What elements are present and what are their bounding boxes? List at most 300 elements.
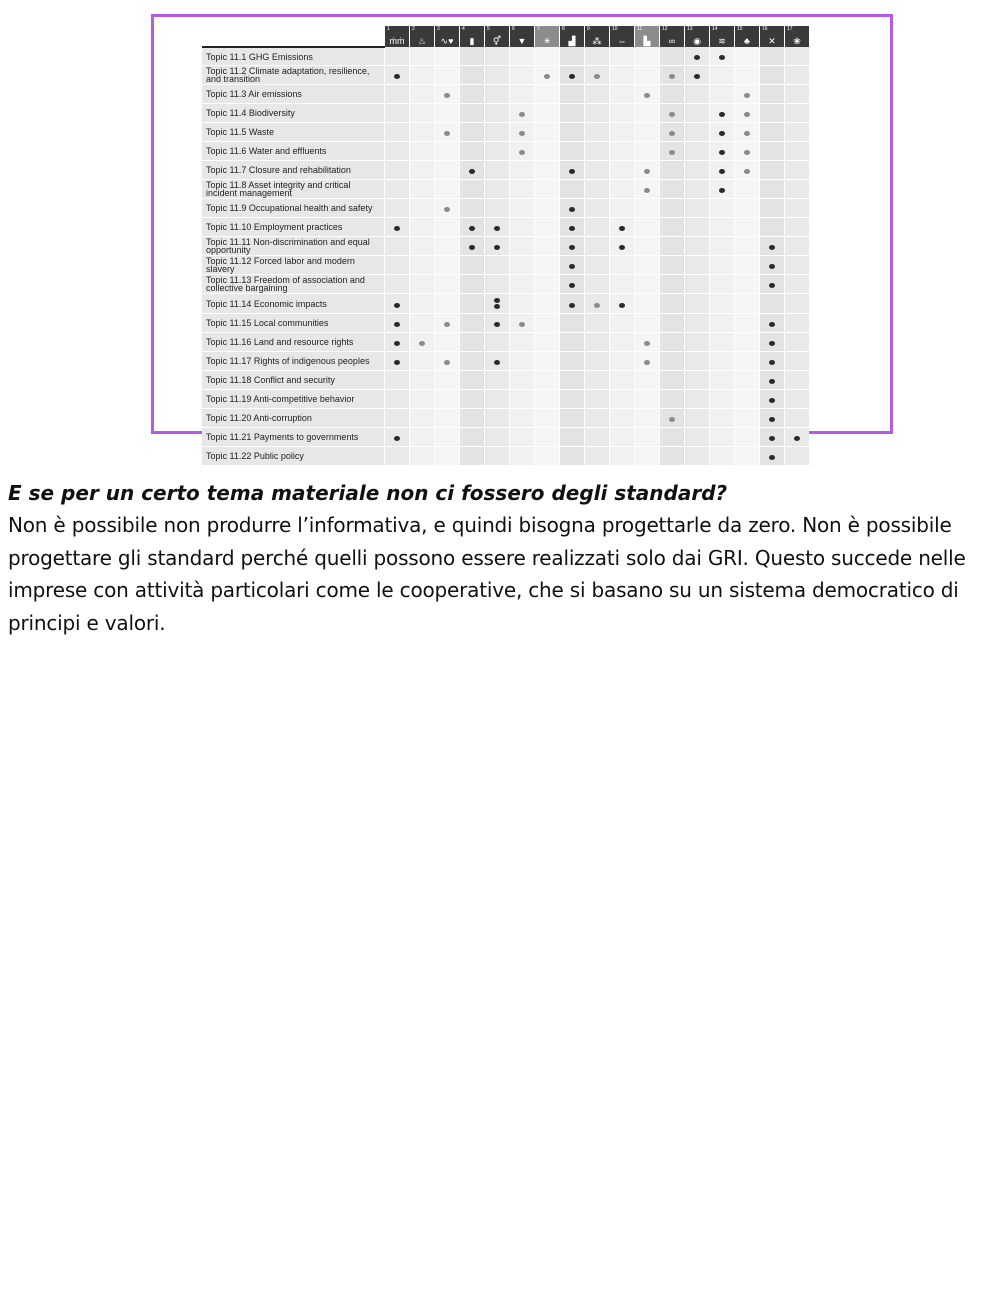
table-cell <box>735 47 760 66</box>
infinity-icon: ∞ <box>668 36 676 46</box>
table-cell <box>460 371 485 390</box>
sdg-number: 10 <box>612 26 618 32</box>
table-cell <box>435 237 460 256</box>
table-cell <box>585 371 610 390</box>
relevance-dot <box>444 93 450 98</box>
table-cell <box>385 371 410 390</box>
relevance-dot <box>619 303 625 308</box>
table-cell <box>460 47 485 66</box>
table-cell <box>760 447 785 466</box>
table-cell <box>435 371 460 390</box>
table-row <box>202 199 809 218</box>
sdg-11-header <box>635 26 660 47</box>
relevance-dot <box>519 150 525 155</box>
table-cell <box>785 256 810 275</box>
table-cell <box>460 104 485 123</box>
table-cell <box>560 371 585 390</box>
table-cell <box>510 180 535 199</box>
table-cell <box>485 333 510 352</box>
table-cell <box>735 237 760 256</box>
table-cell <box>685 180 710 199</box>
table-cell <box>560 352 585 371</box>
topic-rows <box>202 47 809 466</box>
topic-label: Topic 11.12 Forced labor and modern slavery <box>202 256 385 275</box>
equality-icon: ⇔ <box>617 36 627 46</box>
relevance-dot <box>494 360 500 365</box>
topic-label: Topic 11.6 Water and effluents <box>202 142 385 161</box>
topic-label: Topic 11.7 Closure and rehabilitation <box>202 161 385 180</box>
table-cell <box>385 218 410 237</box>
relevance-dot <box>469 245 475 250</box>
relevance-dot <box>644 169 650 174</box>
table-cell <box>785 47 810 66</box>
table-cell <box>385 390 410 409</box>
relevance-dot <box>619 245 625 250</box>
table-cell <box>460 390 485 409</box>
table-cell <box>435 256 460 275</box>
relevance-dot <box>444 360 450 365</box>
table-cell <box>510 161 535 180</box>
sdg-6-header <box>510 26 535 47</box>
relevance-dot <box>644 93 650 98</box>
table-cell <box>485 314 510 333</box>
table-cell <box>485 104 510 123</box>
water-drop-icon: ▼ <box>517 36 527 46</box>
table-cell <box>685 104 710 123</box>
table-cell <box>435 123 460 142</box>
table-cell <box>560 333 585 352</box>
table-row <box>202 161 809 180</box>
table-cell <box>460 66 485 85</box>
relevance-dot <box>569 303 575 308</box>
table-cell <box>760 180 785 199</box>
table-cell <box>785 237 810 256</box>
table-cell <box>610 180 635 199</box>
table-cell <box>485 47 510 66</box>
table-cell <box>585 161 610 180</box>
table-cell <box>435 390 460 409</box>
table-cell <box>710 237 735 256</box>
table-cell <box>560 409 585 428</box>
topic-label: Topic 11.15 Local communities <box>202 314 385 333</box>
table-cell <box>435 218 460 237</box>
table-cell <box>385 428 410 447</box>
table-cell <box>535 352 560 371</box>
table-cell <box>660 66 685 85</box>
table-cell <box>460 447 485 466</box>
table-cell <box>660 218 685 237</box>
relevance-dot <box>544 74 550 79</box>
table-cell <box>385 199 410 218</box>
table-cell <box>510 66 535 85</box>
table-cell <box>510 371 535 390</box>
table-cell <box>435 180 460 199</box>
table-cell <box>410 390 435 409</box>
table-cell <box>435 314 460 333</box>
table-cell <box>510 294 535 314</box>
table-cell <box>485 275 510 294</box>
table-cell <box>485 85 510 104</box>
table-cell <box>785 161 810 180</box>
question-heading: E se per un certo tema materiale non ci fossero degli standard? <box>8 481 728 505</box>
table-row <box>202 123 809 142</box>
table-cell <box>760 275 785 294</box>
table-cell <box>560 218 585 237</box>
table-cell <box>560 66 585 85</box>
table-cell <box>535 314 560 333</box>
table-cell <box>610 256 635 275</box>
topic-label: Topic 11.9 Occupational health and safety <box>202 199 385 218</box>
relevance-dot <box>594 303 600 308</box>
table-cell <box>410 314 435 333</box>
table-cell <box>660 104 685 123</box>
table-cell <box>585 47 610 66</box>
table-cell <box>485 199 510 218</box>
table-cell <box>410 199 435 218</box>
table-cell <box>510 123 535 142</box>
table-row <box>202 352 809 371</box>
sdg-number: 13 <box>687 26 693 32</box>
table-cell <box>735 371 760 390</box>
relevance-dot <box>494 322 500 327</box>
relevance-dot <box>569 74 575 79</box>
table-cell <box>610 390 635 409</box>
table-cell <box>735 390 760 409</box>
table-cell <box>785 352 810 371</box>
table-cell <box>535 390 560 409</box>
table-cell <box>485 409 510 428</box>
table-cell <box>760 85 785 104</box>
table-cell <box>535 256 560 275</box>
table-cell <box>785 199 810 218</box>
relevance-dot <box>794 436 800 441</box>
relevance-dot <box>619 226 625 231</box>
table-cell <box>685 218 710 237</box>
cubes-icon: ⁂ <box>592 36 602 46</box>
table-cell <box>385 294 410 314</box>
table-cell <box>510 256 535 275</box>
table-cell <box>560 142 585 161</box>
table-cell <box>585 314 610 333</box>
table-cell <box>610 314 635 333</box>
table-cell <box>535 66 560 85</box>
table-cell <box>685 275 710 294</box>
table-cell <box>785 409 810 428</box>
sdg-17-header <box>785 26 810 47</box>
sdg-mapping-table <box>202 26 809 466</box>
sdg-number: 8 <box>562 26 565 32</box>
table-cell <box>535 142 560 161</box>
table-cell <box>385 352 410 371</box>
table-cell <box>385 447 410 466</box>
table-cell <box>610 161 635 180</box>
table-cell <box>735 333 760 352</box>
relevance-dot <box>394 74 400 79</box>
figure-frame <box>151 14 893 461</box>
topic-label: Topic 11.20 Anti-corruption <box>202 409 385 428</box>
table-cell <box>410 256 435 275</box>
table-cell <box>635 161 660 180</box>
table-cell <box>610 237 635 256</box>
table-cell <box>635 199 660 218</box>
topic-label: Topic 11.16 Land and resource rights <box>202 333 385 352</box>
relevance-dot <box>769 379 775 384</box>
table-cell <box>610 371 635 390</box>
table-cell <box>760 371 785 390</box>
relevance-dot <box>444 131 450 136</box>
sdg-number: 5 <box>487 26 490 32</box>
table-cell <box>710 47 735 66</box>
relevance-dot <box>769 398 775 403</box>
sdg-12-header <box>660 26 685 47</box>
table-cell <box>435 66 460 85</box>
table-cell <box>660 447 685 466</box>
table-cell <box>460 256 485 275</box>
table-cell <box>610 447 635 466</box>
table-cell <box>710 447 735 466</box>
table-cell <box>385 275 410 294</box>
table-cell <box>410 85 435 104</box>
table-cell <box>585 294 610 314</box>
table-cell <box>560 314 585 333</box>
relevance-dot <box>394 322 400 327</box>
table-cell <box>485 161 510 180</box>
table-cell <box>560 123 585 142</box>
table-cell <box>760 314 785 333</box>
relevance-dot <box>419 341 425 346</box>
sdg-number: 3 <box>437 26 440 32</box>
table-cell <box>385 85 410 104</box>
table-cell <box>735 161 760 180</box>
sdg-5-header <box>485 26 510 47</box>
sdg-number: 6 <box>512 26 515 32</box>
table-cell <box>760 333 785 352</box>
table-cell <box>785 85 810 104</box>
table-cell <box>635 409 660 428</box>
table-cell <box>410 275 435 294</box>
table-cell <box>610 123 635 142</box>
relevance-dot <box>744 150 750 155</box>
table-cell <box>410 66 435 85</box>
table-cell <box>485 352 510 371</box>
relevance-dot <box>494 298 500 303</box>
table-cell <box>410 447 435 466</box>
table-corner <box>202 26 385 47</box>
relevance-dot <box>719 150 725 155</box>
table-cell <box>735 123 760 142</box>
table-row <box>202 428 809 447</box>
table-cell <box>485 447 510 466</box>
table-cell <box>785 333 810 352</box>
table-cell <box>585 447 610 466</box>
table-cell <box>410 428 435 447</box>
relevance-dot <box>569 245 575 250</box>
table-cell <box>785 371 810 390</box>
table-cell <box>785 275 810 294</box>
table-cell <box>710 66 735 85</box>
table-cell <box>435 294 460 314</box>
table-cell <box>760 352 785 371</box>
table-cell <box>510 275 535 294</box>
table-cell <box>785 104 810 123</box>
table-cell <box>460 352 485 371</box>
table-cell <box>410 352 435 371</box>
table-cell <box>760 409 785 428</box>
table-cell <box>485 123 510 142</box>
table-cell <box>485 66 510 85</box>
sdg-15-header <box>735 26 760 47</box>
table-cell <box>510 47 535 66</box>
table-cell <box>510 333 535 352</box>
table-cell <box>385 256 410 275</box>
table-cell <box>535 428 560 447</box>
table-cell <box>760 237 785 256</box>
table-cell <box>460 123 485 142</box>
table-cell <box>710 218 735 237</box>
table-cell <box>635 47 660 66</box>
table-cell <box>760 104 785 123</box>
table-cell <box>610 142 635 161</box>
table-cell <box>585 104 610 123</box>
table-cell <box>560 428 585 447</box>
table-cell <box>685 371 710 390</box>
table-cell <box>710 199 735 218</box>
relevance-dot <box>494 245 500 250</box>
table-cell <box>410 333 435 352</box>
table-cell <box>735 352 760 371</box>
table-cell <box>585 180 610 199</box>
table-cell <box>610 218 635 237</box>
sdg-13-header <box>685 26 710 47</box>
relevance-dot <box>469 226 475 231</box>
table-cell <box>735 180 760 199</box>
table-cell <box>535 237 560 256</box>
table-cell <box>685 447 710 466</box>
table-cell <box>410 47 435 66</box>
relevance-dot <box>669 417 675 422</box>
table-cell <box>635 275 660 294</box>
relevance-dot <box>744 93 750 98</box>
table-cell <box>785 390 810 409</box>
table-row <box>202 294 809 314</box>
table-cell <box>660 199 685 218</box>
topic-label: Topic 11.19 Anti-competitive behavior <box>202 390 385 409</box>
topic-label: Topic 11.5 Waste <box>202 123 385 142</box>
sdg-3-header <box>435 26 460 47</box>
table-cell <box>685 66 710 85</box>
table-row <box>202 314 809 333</box>
table-cell <box>660 409 685 428</box>
table-cell <box>410 218 435 237</box>
relevance-dot <box>694 55 700 60</box>
table-cell <box>660 333 685 352</box>
relevance-dot <box>769 283 775 288</box>
table-cell <box>660 294 685 314</box>
table-cell <box>660 275 685 294</box>
table-cell <box>610 275 635 294</box>
relevance-dot <box>769 341 775 346</box>
table-cell <box>710 352 735 371</box>
table-cell <box>460 142 485 161</box>
topic-label: Topic 11.11 Non-discrimination and equal opportunity <box>202 237 385 256</box>
growth-chart-icon: ▟ <box>568 36 576 46</box>
table-cell <box>485 390 510 409</box>
sdg-mapping-figure <box>202 26 809 466</box>
relevance-dot <box>744 131 750 136</box>
table-cell <box>560 275 585 294</box>
relevance-dot <box>694 74 700 79</box>
sdg-16-header <box>760 26 785 47</box>
table-cell <box>710 85 735 104</box>
sdg-1-header <box>385 26 410 47</box>
table-cell <box>635 123 660 142</box>
relevance-dot <box>769 264 775 269</box>
table-cell <box>585 218 610 237</box>
table-cell <box>435 161 460 180</box>
sdg-number: 11 <box>637 26 643 32</box>
topic-label: Topic 11.4 Biodiversity <box>202 104 385 123</box>
topic-label: Topic 11.18 Conflict and security <box>202 371 385 390</box>
relevance-dot <box>719 131 725 136</box>
table-cell <box>560 104 585 123</box>
table-cell <box>610 47 635 66</box>
table-cell <box>410 294 435 314</box>
table-cell <box>460 314 485 333</box>
table-cell <box>635 314 660 333</box>
table-cell <box>685 237 710 256</box>
relevance-dot <box>769 436 775 441</box>
table-cell <box>385 123 410 142</box>
sdg-number: 15 <box>737 26 743 32</box>
table-cell <box>485 428 510 447</box>
table-row <box>202 66 809 85</box>
relevance-dot <box>444 207 450 212</box>
table-cell <box>760 218 785 237</box>
table-cell <box>585 199 610 218</box>
table-cell <box>735 314 760 333</box>
table-cell <box>610 66 635 85</box>
table-cell <box>385 314 410 333</box>
table-row <box>202 85 809 104</box>
table-cell <box>710 104 735 123</box>
table-cell <box>560 390 585 409</box>
table-cell <box>410 180 435 199</box>
table-cell <box>385 237 410 256</box>
table-cell <box>485 256 510 275</box>
table-cell <box>410 161 435 180</box>
table-cell <box>710 275 735 294</box>
table-cell <box>710 314 735 333</box>
table-cell <box>635 333 660 352</box>
table-cell <box>510 428 535 447</box>
relevance-dot <box>569 264 575 269</box>
sun-icon: ☀ <box>542 36 552 46</box>
sdg-number: 12 <box>662 26 668 32</box>
table-cell <box>485 180 510 199</box>
table-cell <box>735 428 760 447</box>
table-cell <box>435 142 460 161</box>
relevance-dot <box>719 169 725 174</box>
table-cell <box>485 218 510 237</box>
table-cell <box>660 161 685 180</box>
table-cell <box>560 180 585 199</box>
table-row <box>202 180 809 199</box>
text-block <box>8 477 992 639</box>
table-cell <box>685 352 710 371</box>
table-cell <box>660 47 685 66</box>
table-cell <box>685 123 710 142</box>
table-cell <box>760 428 785 447</box>
